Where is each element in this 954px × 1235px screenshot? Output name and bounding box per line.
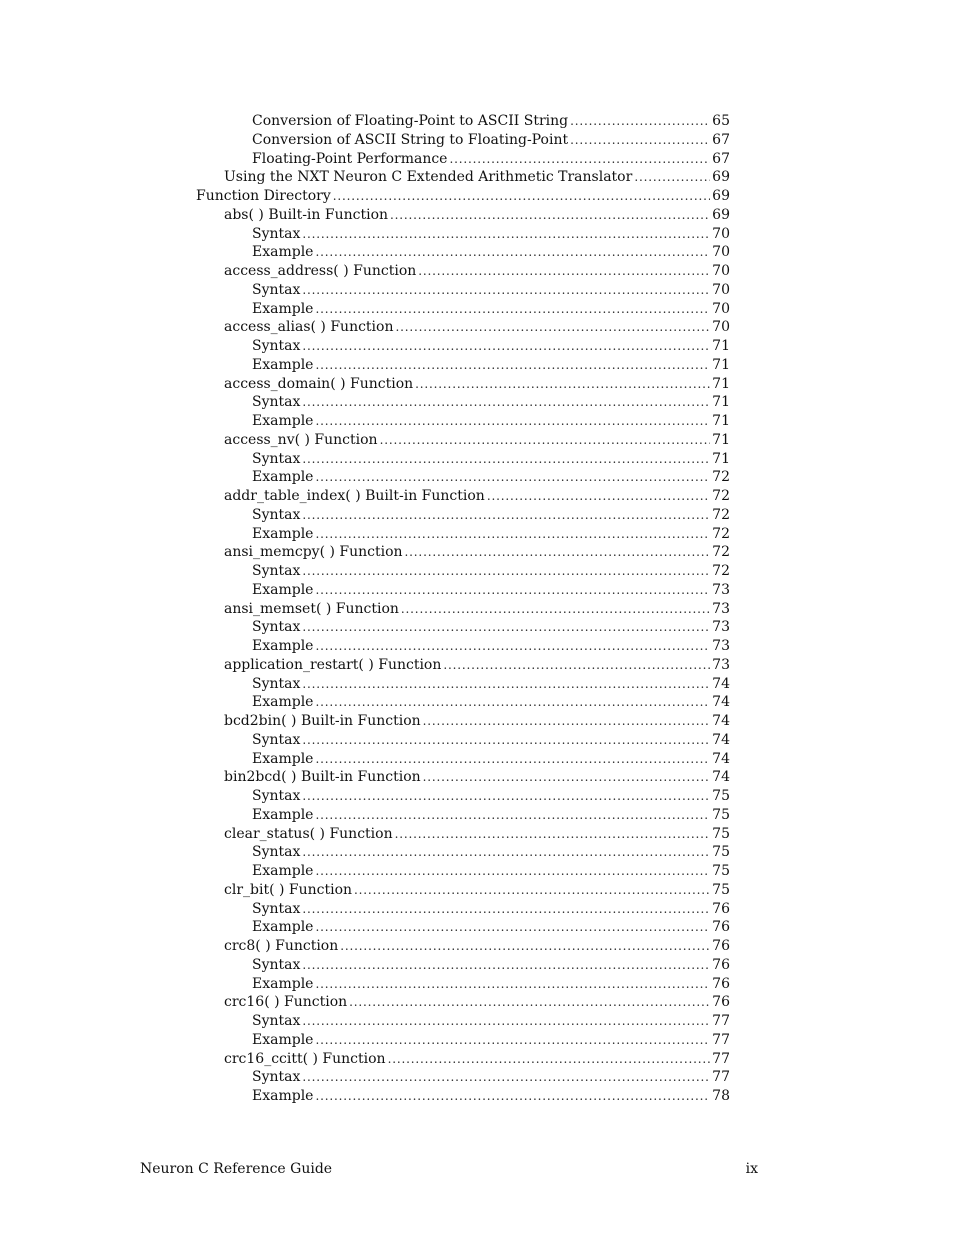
toc-entry[interactable] [196,468,730,487]
toc-entry[interactable] [196,637,730,656]
toc-entry-label: Syntax [252,731,301,748]
toc-dot-leader [302,1012,710,1031]
toc-dot-leader [315,581,710,600]
toc-entry[interactable] [196,712,730,731]
toc-entry[interactable] [196,806,730,825]
toc-entry-page-number: 75 [712,788,730,804]
toc-entry-label: bin2bcd( ) Built-in Function [224,769,421,786]
toc-entry-page-number: 71 [712,450,730,467]
toc-entry-page-number: 76 [712,900,730,917]
toc-entry-label: Syntax [252,844,301,861]
toc-dot-leader [302,562,710,581]
toc-dot-leader [395,318,710,337]
toc-entry-page-number: 69 [712,188,730,204]
toc-entry-page-number: 73 [712,638,730,654]
toc-dot-leader [302,506,710,525]
toc-dot-leader [302,843,710,862]
toc-dot-leader [315,862,710,881]
toc-dot-leader [302,900,710,919]
toc-entry-label: clear_status( ) Function [224,825,393,842]
toc-dot-leader [302,1068,710,1087]
toc-entry-page-number: 70 [712,281,730,298]
toc-entry[interactable] [196,168,730,187]
toc-entry[interactable] [196,262,730,281]
toc-dot-leader [315,412,710,431]
toc-entry[interactable] [196,881,730,900]
page-footer [140,1160,758,1178]
toc-dot-leader [405,543,710,562]
toc-dot-leader [315,1087,710,1106]
toc-dot-leader [302,618,710,637]
toc-entry-page-number: 71 [712,338,730,354]
toc-entry-page-number: 76 [712,956,730,973]
toc-entry[interactable] [196,318,730,337]
toc-entry-label: Function Directory [196,188,331,204]
toc-entry-page-number: 72 [712,525,730,542]
toc-entry[interactable] [196,750,730,769]
toc-entry-page-number: 67 [712,150,730,167]
toc-dot-leader [315,300,710,319]
toc-entry-label: Syntax [252,338,301,354]
toc-entry[interactable] [196,956,730,975]
toc-entry[interactable] [196,543,730,562]
toc-entry[interactable] [196,412,730,431]
toc-entry[interactable] [196,768,730,787]
toc-entry[interactable] [196,993,730,1012]
toc-entry[interactable] [196,450,730,469]
toc-entry-label: Conversion of Floating-Point to ASCII String [252,113,569,129]
toc-dot-leader [302,956,710,975]
toc-entry-label: Syntax [252,281,301,298]
toc-dot-leader [302,675,710,694]
toc-entry-page-number: 75 [712,844,730,861]
toc-entry[interactable] [196,281,730,300]
toc-entry-label: bcd2bin( ) Built-in Function [224,713,421,729]
toc-dot-leader [333,187,710,206]
toc-entry-page-number: 74 [712,731,730,748]
toc-entry-label: Using the NXT Neuron C Extended Arithmetic Translator [224,169,633,186]
toc-entry-page-number: 71 [712,431,730,448]
toc-entry-label: crc16( ) Function [224,994,348,1011]
toc-dot-leader [340,937,710,956]
toc-dot-leader [315,637,710,656]
toc-entry[interactable] [196,150,730,169]
toc-entry-label: Syntax [252,563,301,579]
toc-dot-leader [315,975,710,994]
toc-entry-label: ansi_memcpy( ) Function [224,544,403,561]
toc-entry[interactable] [196,693,730,712]
toc-entry-label: access_address( ) Function [224,263,417,279]
toc-entry[interactable] [196,1068,730,1087]
toc-entry[interactable] [196,1087,730,1106]
toc-entry-page-number: 71 [712,413,730,429]
toc-entry-label: Syntax [252,450,301,467]
toc-entry-label: clr_bit( ) Function [224,881,353,898]
toc-entry-page-number: 77 [712,1069,730,1086]
toc-dot-leader [302,393,710,412]
toc-entry-label: Example [252,975,314,992]
toc-entry-label: Syntax [252,506,301,523]
toc-entry[interactable] [196,675,730,694]
toc-entry-label: access_alias( ) Function [224,319,394,336]
toc-dot-leader [449,150,710,169]
toc-entry-page-number: 70 [712,244,730,261]
toc-entry-page-number: 76 [712,975,730,992]
toc-entry-page-number: 74 [712,750,730,767]
toc-dot-leader [380,431,710,450]
toc-dot-leader [315,750,710,769]
toc-entry-label: Example [252,581,314,598]
toc-entry-label: Conversion of ASCII String to Floating-Point [252,131,569,148]
toc-entry-page-number: 75 [712,863,730,879]
toc-dot-leader [354,881,710,900]
toc-entry-label: Example [252,413,314,429]
toc-entry-page-number: 71 [712,356,730,373]
toc-entry-label: Example [252,806,314,823]
toc-entry-page-number: 74 [712,694,730,711]
toc-entry[interactable] [196,356,730,375]
toc-entry-page-number: 77 [712,1013,730,1029]
toc-entry[interactable] [196,337,730,356]
toc-entry-page-number: 76 [712,938,730,954]
toc-entry-page-number: 75 [712,881,730,898]
toc-entry-label: Syntax [252,956,301,973]
toc-entry[interactable] [196,1012,730,1031]
toc-entry[interactable] [196,112,730,131]
toc-dot-leader [315,468,710,487]
toc-entry-page-number: 72 [712,488,730,504]
toc-entry-label: abs( ) Built-in Function [224,206,389,223]
toc-entry-page-number: 72 [712,563,730,579]
toc-entry[interactable] [196,1031,730,1050]
toc-entry[interactable] [196,375,730,394]
toc-dot-leader [315,806,710,825]
toc-entry[interactable] [196,206,730,225]
toc-dot-leader [302,787,710,806]
toc-entry[interactable] [196,393,730,412]
toc-entry-page-number: 70 [712,319,730,336]
toc-dot-leader [423,712,710,731]
toc-entry[interactable] [196,600,730,619]
toc-entry-page-number: 73 [712,581,730,598]
toc-entry-page-number: 76 [712,994,730,1011]
toc-dot-leader [315,356,710,375]
toc-dot-leader [302,731,710,750]
toc-entry-page-number: 73 [712,619,730,636]
toc-dot-leader [570,112,710,131]
toc-entry-label: access_domain( ) Function [224,375,414,392]
toc-entry-label: Syntax [252,675,301,692]
toc-dot-leader [570,131,710,150]
toc-entry-label: Example [252,244,314,261]
toc-entry[interactable] [196,300,730,319]
toc-entry[interactable] [196,487,730,506]
toc-entry[interactable] [196,937,730,956]
toc-dot-leader [315,918,710,937]
toc-dot-leader [315,525,710,544]
toc-dot-leader [315,243,710,262]
footer-page-number: ix [745,1161,758,1177]
toc-entry-label: Syntax [252,225,301,242]
toc-entry[interactable] [196,918,730,937]
toc-entry-label: Example [252,863,314,879]
toc-entry-label: Example [252,469,314,486]
toc-dot-leader [315,693,710,712]
toc-entry[interactable] [196,825,730,844]
toc-dot-leader [634,168,710,187]
toc-entry-label: Syntax [252,1069,301,1086]
toc-entry-page-number: 71 [712,394,730,411]
toc-entry[interactable] [196,187,730,206]
toc-entry-label: Example [252,750,314,767]
toc-entry[interactable] [196,656,730,675]
toc-entry-label: Example [252,638,314,654]
toc-entry-page-number: 70 [712,300,730,317]
toc-entry[interactable] [196,843,730,862]
toc-dot-leader [401,600,710,619]
toc-entry[interactable] [196,975,730,994]
toc-entry-label: application_restart( ) Function [224,656,442,673]
toc-entry[interactable] [196,581,730,600]
toc-entry[interactable] [196,900,730,919]
toc-entry-label: Example [252,300,314,317]
toc-entry[interactable] [196,862,730,881]
toc-entry-page-number: 74 [712,675,730,692]
toc-entry-label: access_nv( ) Function [224,431,378,448]
toc-dot-leader [302,450,710,469]
table-of-contents [196,112,730,1106]
toc-entry-label: Syntax [252,619,301,636]
toc-entry-page-number: 77 [712,1050,730,1067]
toc-entry-label: Example [252,356,314,373]
toc-dot-leader [349,993,710,1012]
toc-entry-label: crc16_ccitt( ) Function [224,1050,386,1067]
toc-entry-label: addr_table_index( ) Built-in Function [224,488,485,504]
toc-entry-page-number: 70 [712,263,730,279]
toc-entry-page-number: 73 [712,600,730,617]
toc-entry-label: Syntax [252,900,301,917]
toc-entry-page-number: 72 [712,469,730,486]
toc-dot-leader [487,487,710,506]
toc-entry[interactable] [196,1050,730,1069]
toc-entry-label: Example [252,1031,314,1048]
toc-entry-label: crc8( ) Function [224,938,339,954]
toc-entry[interactable] [196,731,730,750]
toc-entry-page-number: 72 [712,506,730,523]
toc-dot-leader [423,768,710,787]
toc-entry[interactable] [196,787,730,806]
toc-entry-page-number: 70 [712,225,730,242]
toc-entry-page-number: 71 [712,375,730,392]
toc-entry[interactable] [196,243,730,262]
toc-entry[interactable] [196,525,730,544]
toc-entry[interactable] [196,506,730,525]
toc-entry-label: Syntax [252,394,301,411]
toc-entry-label: Example [252,1088,314,1104]
toc-entry-page-number: 69 [712,206,730,223]
toc-dot-leader [315,1031,710,1050]
toc-dot-leader [390,206,710,225]
toc-entry[interactable] [196,431,730,450]
toc-entry-page-number: 76 [712,919,730,936]
toc-entry-label: Example [252,694,314,711]
toc-entry-page-number: 75 [712,806,730,823]
toc-entry[interactable] [196,131,730,150]
toc-dot-leader [302,225,710,244]
toc-dot-leader [418,262,710,281]
toc-dot-leader [302,337,710,356]
toc-entry-label: Syntax [252,788,301,804]
toc-dot-leader [302,281,710,300]
toc-dot-leader [415,375,710,394]
toc-entry-label: Floating-Point Performance [252,150,448,167]
footer-document-title: Neuron C Reference Guide [140,1161,333,1177]
toc-dot-leader [388,1050,710,1069]
toc-entry-page-number: 74 [712,713,730,729]
toc-entry-page-number: 77 [712,1031,730,1048]
toc-entry-label: Syntax [252,1013,301,1029]
toc-entry-page-number: 65 [712,113,730,129]
toc-entry-page-number: 78 [712,1088,730,1104]
toc-entry-page-number: 69 [712,169,730,186]
toc-entry-label: Example [252,919,314,936]
toc-entry-label: Example [252,525,314,542]
toc-entry-page-number: 73 [712,656,730,673]
toc-entry-label: ansi_memset( ) Function [224,600,399,617]
toc-dot-leader [443,656,710,675]
toc-entry[interactable] [196,562,730,581]
toc-entry-page-number: 75 [712,825,730,842]
toc-entry-page-number: 67 [712,131,730,148]
toc-entry[interactable] [196,225,730,244]
toc-dot-leader [395,825,710,844]
toc-entry-page-number: 72 [712,544,730,561]
toc-entry[interactable] [196,618,730,637]
toc-entry-page-number: 74 [712,769,730,786]
